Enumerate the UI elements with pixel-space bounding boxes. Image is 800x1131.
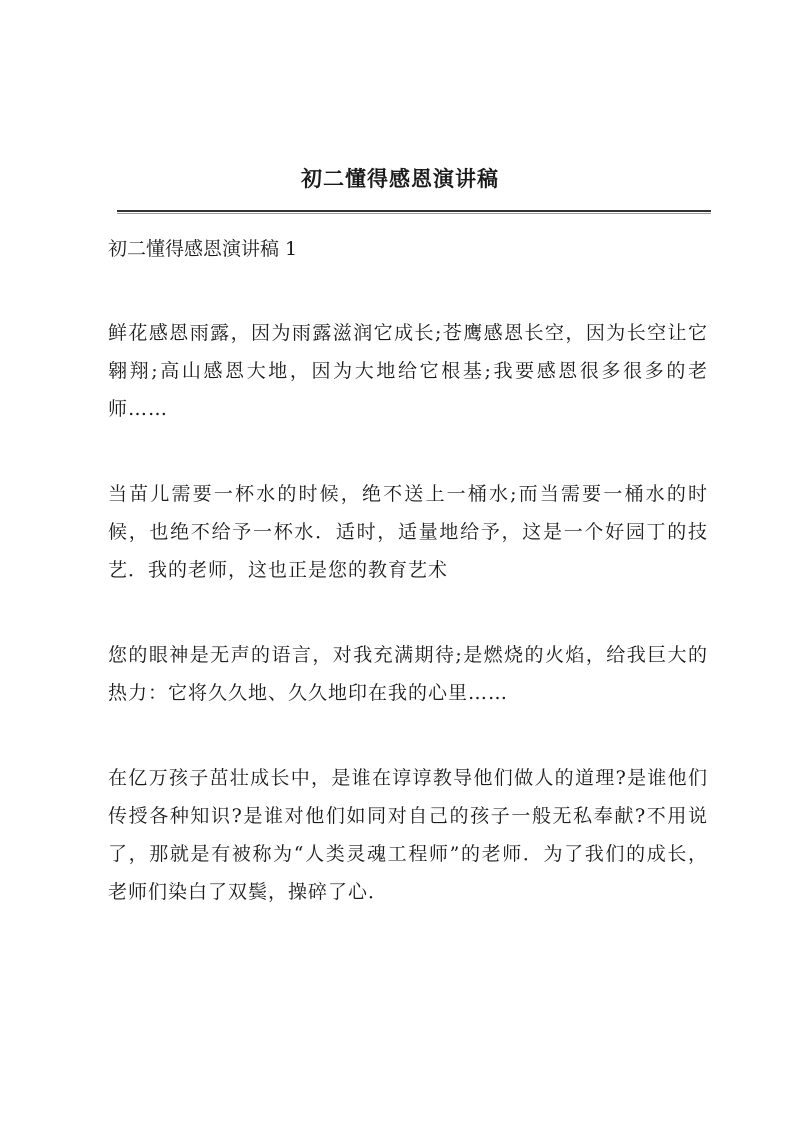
section-subheading: 初二懂得感恩演讲稿 1 <box>108 238 298 260</box>
paragraph-1: 鲜花感恩雨露，因为雨露滋润它成长;苍鹰感恩长空，因为长空让它翱翔;高山感恩大地，因为大地给它根基;我要感恩很多很多的老师…… <box>108 322 708 420</box>
paragraph-4: 在亿万孩子茁壮成长中，是谁在谆谆教导他们做人的道理?是谁他们传授各种知识?是谁对他们如同对自己的孩子一般无私奉献?不用说了，那就是有被称为“人类灵魂工程师”的老师．为了我们的成长，老师们染白了双鬓，操碎了心． <box>108 767 708 903</box>
paragraph-3: 您的眼神是无声的语言，对我充满期待;是燃烧的火焰，给我巨大的热力：它将久久地、久久地印在我的心里…… <box>108 644 708 704</box>
paragraph-2: 当苗儿需要一杯水的时候，绝不送上一桶水;而当需要一桶水的时候，也绝不给予一杯水．适时，适量地给予，这是一个好园丁的技艺．我的老师，这也正是您的教育艺术 <box>108 483 708 581</box>
document-title: 初二懂得感恩演讲稿 <box>301 166 499 191</box>
document-body <box>108 230 708 911</box>
title-divider <box>117 210 711 214</box>
